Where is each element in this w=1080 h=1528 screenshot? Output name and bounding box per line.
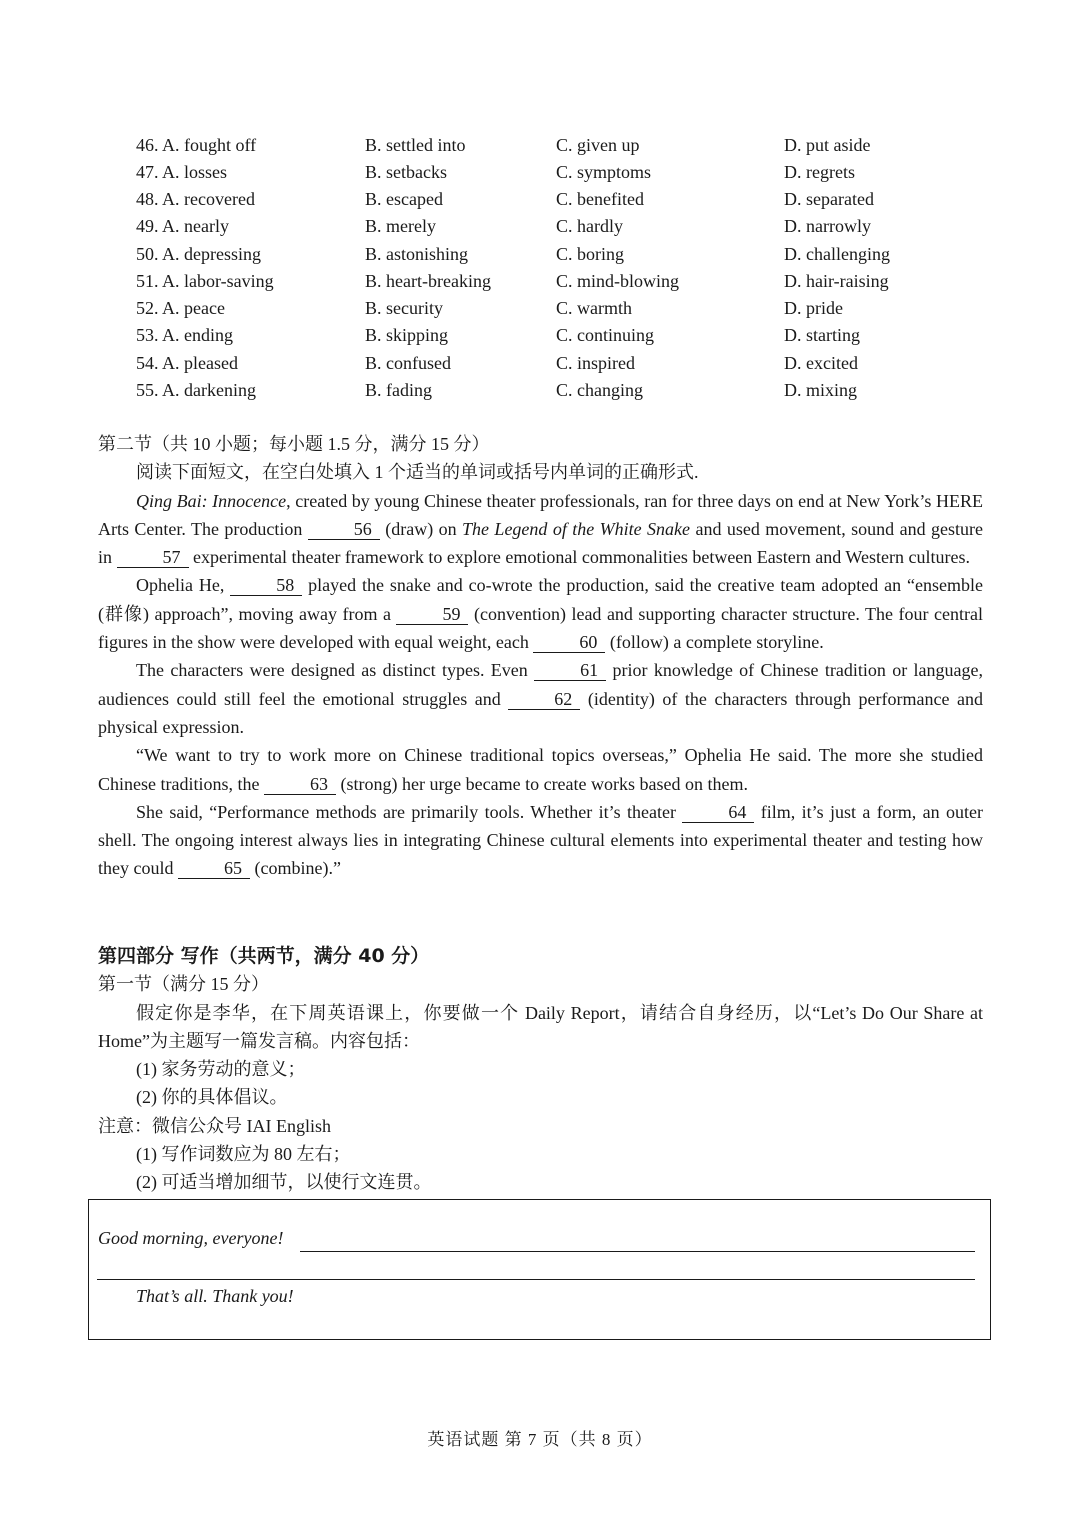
part4-subheading: 第一节（满分 15 分） <box>98 974 269 995</box>
option-row <box>0 350 1080 377</box>
option-b: B. heart-breaking <box>365 271 491 291</box>
blank-58: 58 <box>230 575 302 596</box>
section2-title: 第二节（共 10 小题；每小题 1.5 分，满分 15 分） <box>98 434 490 454</box>
note-label: 注意：微信公众号 IAI English <box>98 1115 331 1136</box>
blank-61: 61 <box>534 660 606 681</box>
passage-paragraph-2: Ophelia He, 58 played the snake and co-wrote the production, said the creative team adopted an “ensemble (群像) approach”, moving away from a 59 (convention) lead and supporting character structure. The four central figures in the show were developed with equal weight, each 60 (follow) a complete storyline. <box>98 575 983 653</box>
closing-text: That’s all. Thank you! <box>136 1286 294 1306</box>
prompt-item-2: (2) 你的具体倡议。 <box>136 1087 288 1108</box>
option-d: D. mixing <box>784 380 858 400</box>
part4 <box>98 942 983 1197</box>
blank-56: 56 <box>308 519 380 540</box>
option-a: 48. A. recovered <box>136 189 255 209</box>
option-a: 54. A. pleased <box>136 353 238 373</box>
answer-box <box>88 1199 991 1340</box>
option-b: B. settled into <box>365 135 466 155</box>
option-c: C. mind-blowing <box>556 271 680 291</box>
option-c: C. continuing <box>556 325 654 345</box>
option-a: 53. A. ending <box>136 325 233 345</box>
page-footer: 英语试题 第 7 页（共 8 页） <box>427 1430 653 1449</box>
answer-line <box>300 1251 975 1252</box>
option-c: C. inspired <box>556 353 635 373</box>
option-b: B. escaped <box>365 189 443 209</box>
option-a: 47. A. losses <box>136 162 228 182</box>
option-a: 55. A. darkening <box>136 380 256 400</box>
blank-59: 59 <box>396 604 468 625</box>
option-d: D. regrets <box>784 162 855 182</box>
blank-60: 60 <box>533 632 605 653</box>
blank-65: 65 <box>178 858 250 879</box>
option-c: C. benefited <box>556 189 644 209</box>
blank-57: 57 <box>117 547 189 568</box>
option-b: B. security <box>365 298 443 318</box>
option-row <box>0 132 1080 159</box>
blank-63: 63 <box>264 774 336 795</box>
play-title: Qing Bai: Innocence <box>136 490 287 511</box>
option-c: C. hardly <box>556 216 623 236</box>
passage-paragraph-3: The characters were designed as distinct types. Even 61 prior knowledge of Chinese tradition or language, audiences could still feel the emotional struggles and 62 (identity) of the characters through performance and physical expression. <box>98 660 984 737</box>
option-row <box>0 295 1080 322</box>
option-row <box>0 268 1080 295</box>
option-d: D. separated <box>784 189 874 209</box>
option-d: D. hair-raising <box>784 271 889 291</box>
option-b: B. fading <box>365 380 432 400</box>
option-d: D. put aside <box>784 135 871 155</box>
option-c: C. given up <box>556 135 640 155</box>
option-c: C. boring <box>556 244 625 264</box>
option-c: C. symptoms <box>556 162 652 182</box>
writing-prompt: 假定你是李华，在下周英语课上，你要做一个 Daily Report，请结合自身经历，以“Let’s Do Our Share at Home”为主题写一篇发言稿。内容包括： <box>98 1002 983 1051</box>
passage-paragraph-5: She said, “Performance methods are primarily tools. Whether it’s theater 64 film, it’s just a form, an outer shell. The ongoing interest always lies in integrating Chinese cultural elements into experimental theater and testing how they could 65 (combine).” <box>98 801 983 879</box>
option-b: B. skipping <box>365 325 449 345</box>
option-row <box>0 213 1080 240</box>
blank-64: 64 <box>682 802 754 823</box>
option-a: 46. A. fought off <box>136 135 257 155</box>
passage-paragraph-4: “We want to try to work more on Chinese traditional topics overseas,” Ophelia He said. The more she studied Chinese traditions, the 63 (strong) her urge became to create works based on them. <box>98 745 983 794</box>
option-row <box>0 186 1080 213</box>
note-item-2: (2) 可适当增加细节，以使行文连贯。 <box>136 1172 432 1193</box>
option-d: D. starting <box>784 325 860 345</box>
option-row <box>0 159 1080 186</box>
option-d: D. narrowly <box>784 216 871 236</box>
blank-62: 62 <box>508 689 580 710</box>
option-d: D. challenging <box>784 244 890 264</box>
prompt-item-1: (1) 家务劳动的意义； <box>136 1059 306 1080</box>
option-a: 52. A. peace <box>136 298 225 318</box>
option-a: 51. A. labor-saving <box>136 271 274 291</box>
option-row <box>0 377 1080 404</box>
option-b: B. merely <box>365 216 436 236</box>
part4-heading: 第四部分 写作（共两节，满分 40 分） <box>98 945 430 967</box>
section2 <box>98 430 983 883</box>
option-c: C. warmth <box>556 298 632 318</box>
greeting-text: Good morning, everyone! <box>98 1228 284 1248</box>
option-b: B. astonishing <box>365 244 469 264</box>
option-d: D. pride <box>784 298 843 318</box>
option-row <box>0 322 1080 349</box>
note-item-1: (1) 写作词数应为 80 左右； <box>136 1144 351 1165</box>
option-b: B. confused <box>365 353 451 373</box>
option-a: 49. A. nearly <box>136 216 229 236</box>
answer-line <box>97 1279 975 1280</box>
legend-title: The Legend of the White Snake <box>462 518 691 539</box>
option-d: D. excited <box>784 353 858 373</box>
option-c: C. changing <box>556 380 643 400</box>
section2-instruction: 阅读下面短文，在空白处填入 1 个适当的单词或括号内单词的正确形式. <box>136 462 699 483</box>
option-b: B. setbacks <box>365 162 447 182</box>
option-a: 50. A. depressing <box>136 244 261 264</box>
passage-paragraph-1: Qing Bai: Innocence, created by young Chinese theater professionals, ran for three days on end at New York’s HERE Arts Center. The production 56 (draw) on The Legend of the White Snake and used movement, sound and gesture in 57 experimental theater framework to explore emotional commonalities between Eastern and Western cultures. <box>98 490 983 568</box>
option-row <box>0 241 1080 268</box>
